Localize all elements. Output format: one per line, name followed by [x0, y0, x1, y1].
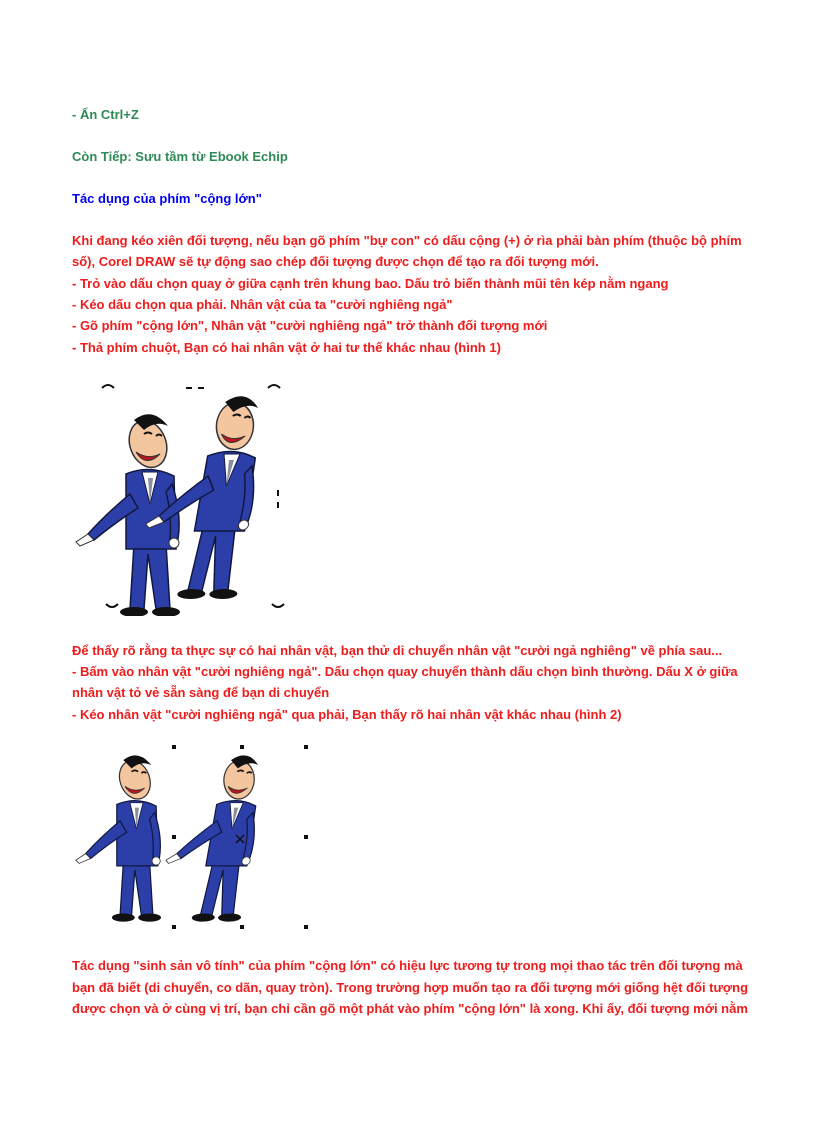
- paragraph-1-line-3: - Trỏ vào dấu chọn quay ở giữa cạnh trên khung bao. Dấu trỏ biến thành mũi tên kép nằm ngang: [72, 276, 669, 291]
- selection-handle-icon: [172, 835, 176, 839]
- selection-handle-icon: [304, 925, 308, 929]
- rotate-handle-icon: [268, 385, 280, 388]
- paragraph-2-line-2: - Bấm vào nhân vật "cười nghiêng ngả". Dấu chọn quay chuyển thành dấu chọn bình thường. Dấu X ở giữa: [72, 664, 738, 679]
- paragraph-3-line-2: bạn đã biết (di chuyển, co dãn, quay tròn). Trong trường hợp muốn tạo ra đối tượng mới giống hệt đối tượng: [72, 980, 749, 995]
- rotate-handle-icon: [272, 604, 284, 607]
- selection-handle-icon: [304, 745, 308, 749]
- ctrl-z-line: - Ấn Ctrl+Z: [72, 107, 139, 122]
- figure-1-image: [72, 376, 294, 616]
- rotate-handle-icon: [106, 604, 118, 607]
- con-tiep-line: Còn Tiếp: Sưu tầm từ Ebook Echip: [72, 149, 288, 164]
- paragraph-3-line-3: được chọn và ở cùng vị trí, bạn chỉ cần gõ một phát vào phím "cộng lớn" là xong. Khi ấy, đối tượng mới nằm: [72, 1001, 748, 1016]
- selection-handle-icon: [304, 835, 308, 839]
- rotate-handle-icon: [102, 385, 114, 388]
- selection-handle-icon: [172, 925, 176, 929]
- selection-handle-icon: [240, 925, 244, 929]
- paragraph-1-line-6: - Thả phím chuột, Bạn có hai nhân vật ở hai tư thế khác nhau (hình 1): [72, 340, 501, 355]
- paragraph-2-line-4: - Kéo nhân vật "cười nghiêng ngả" qua phải, Bạn thấy rõ hai nhân vật khác nhau (hình 2): [72, 707, 622, 722]
- paragraph-1-line-1: Khi đang kéo xiên đối tượng, nếu bạn gõ phím "bự con" có dấu cộng (+) ở rìa phải bàn phím (thuộc bộ phím: [72, 233, 742, 248]
- selection-handle-icon: [172, 745, 176, 749]
- figure-2-image: [72, 743, 310, 933]
- paragraph-2-line-3: nhân vật tỏ vẻ sẵn sàng để bạn di chuyển: [72, 685, 330, 700]
- paragraph-3-line-1: Tác dụng "sinh sản vô tính" của phím "cộng lớn" có hiệu lực tương tự trong mọi thao tác trên đối tượng mà: [72, 958, 743, 973]
- paragraph-1-line-5: - Gõ phím "cộng lớn", Nhân vật "cười nghiêng ngả" trở thành đối tượng mới: [72, 318, 548, 333]
- section-heading: Tác dụng của phím "cộng lớn": [72, 191, 262, 206]
- paragraph-1-line-4: - Kéo dấu chọn qua phải. Nhân vật của ta "cười nghiêng ngả": [72, 297, 453, 312]
- paragraph-1-line-2: số), Corel DRAW sẽ tự động sao chép đối tượng được chọn để tạo ra đối tượng mới.: [72, 254, 599, 269]
- paragraph-2-line-1: Để thấy rõ rằng ta thực sự có hai nhân vật, bạn thử di chuyển nhân vật "cười ngả nghiêng" về phía sau...: [72, 643, 723, 658]
- selection-handle-icon: [240, 745, 244, 749]
